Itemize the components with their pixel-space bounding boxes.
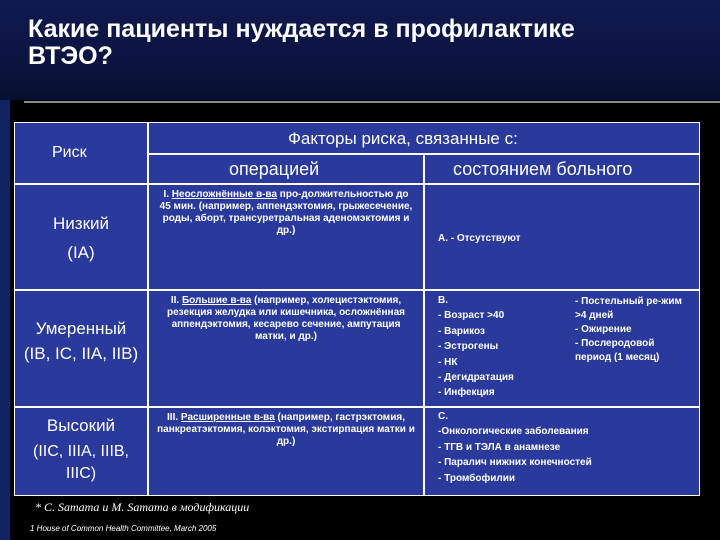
header-operation: операцией xyxy=(229,159,320,179)
left-accent-bar xyxy=(0,100,10,540)
list-item: - Паралич нижних конечностей xyxy=(438,457,592,469)
op-prefix: III. xyxy=(167,412,181,423)
op-category: Неосложнённые в-ва xyxy=(171,189,278,200)
header-risk-cell xyxy=(15,123,147,183)
row-low-risk-cell xyxy=(15,185,147,289)
operation-desc xyxy=(157,189,415,237)
list-item: - Инфекция xyxy=(438,387,495,399)
row-high-operation-cell xyxy=(149,408,423,495)
patient-factors xyxy=(438,409,693,486)
list-item: - Возраст >40 xyxy=(438,310,505,322)
list-item: - Дегидратация xyxy=(438,372,514,384)
slide-title: Какие пациенты нуждается в профилактике ВТЭО? xyxy=(28,15,575,70)
risk-code: (IIC, IIIA, IIIB, IIIC) xyxy=(32,443,129,482)
op-prefix: II. xyxy=(170,295,182,306)
row-moderate-patient-cell xyxy=(425,291,699,406)
footnote-source: 1 House of Common Health Committee, March 2005 xyxy=(30,524,217,533)
op-text: про-должительностью до 45 мин. (например, аппендэктомия, грыжесечение, роды, аборт, трансуретральная аденомэктомия и др.) xyxy=(159,189,413,236)
patient-factors xyxy=(438,293,568,401)
row-low-patient-cell xyxy=(425,185,699,289)
list-item: - Эстрогены xyxy=(438,341,499,353)
operation-desc xyxy=(157,412,415,448)
list-item: -Онкологические заболевания xyxy=(438,426,589,438)
list-item: - Послеродовой период (1 месяц) xyxy=(575,338,660,363)
patient-factors: А. - Отсутствуют xyxy=(438,233,521,244)
risk-code: (IB, IC, IIA, IIB) xyxy=(23,344,139,363)
list-item: - ТГВ и ТЭЛА в анамнезе xyxy=(438,441,561,453)
risk-name: Низкий xyxy=(53,214,109,233)
header-patient-cell xyxy=(425,155,699,183)
patient-factors-extra xyxy=(575,295,693,365)
operation-desc xyxy=(157,295,415,343)
patient-group-label: В. xyxy=(438,295,448,306)
list-item: - НК xyxy=(438,356,458,368)
row-low-operation-cell xyxy=(149,185,423,289)
header-factors: Факторы риска, связанные с: xyxy=(288,129,518,148)
row-moderate-operation-cell xyxy=(149,291,423,406)
row-moderate-risk-cell xyxy=(15,291,147,406)
risk-name: Умеренный xyxy=(35,319,127,338)
risk-code: (IA) xyxy=(67,243,95,262)
patient-group-label: С. xyxy=(438,411,448,422)
row-high-risk-cell xyxy=(15,408,147,495)
op-category: Большие в-ва xyxy=(181,295,252,306)
op-text: (например, гастрэктомия, панкреатэктомия, колэктомия, экстирпация матки и др.) xyxy=(157,412,415,447)
header-operation-cell xyxy=(149,155,423,183)
footnote: * С. Samama и М. Samama в модификации xyxy=(35,500,250,514)
op-category: Расширенные в-ва xyxy=(180,412,275,423)
list-item: - Постельный ре-жим >4 дней xyxy=(575,296,682,321)
op-text: (например, холецистэктомия, резекция желудка или кишечника, осложнённая аппендэктомия, кесарево сечение, ампутация матки, и др.) xyxy=(167,295,405,342)
list-item: - Варикоз xyxy=(438,325,485,337)
list-item: - Тромбофилии xyxy=(438,472,516,484)
header-risk: Риск xyxy=(52,144,87,161)
row-high-patient-cell xyxy=(425,408,699,495)
list-item: - Ожирение xyxy=(575,324,632,335)
risk-name: Высокий xyxy=(46,416,116,435)
header-factors-cell xyxy=(149,123,699,153)
op-prefix: I. xyxy=(163,189,172,200)
header-patient-state: состоянием больного xyxy=(453,159,633,179)
